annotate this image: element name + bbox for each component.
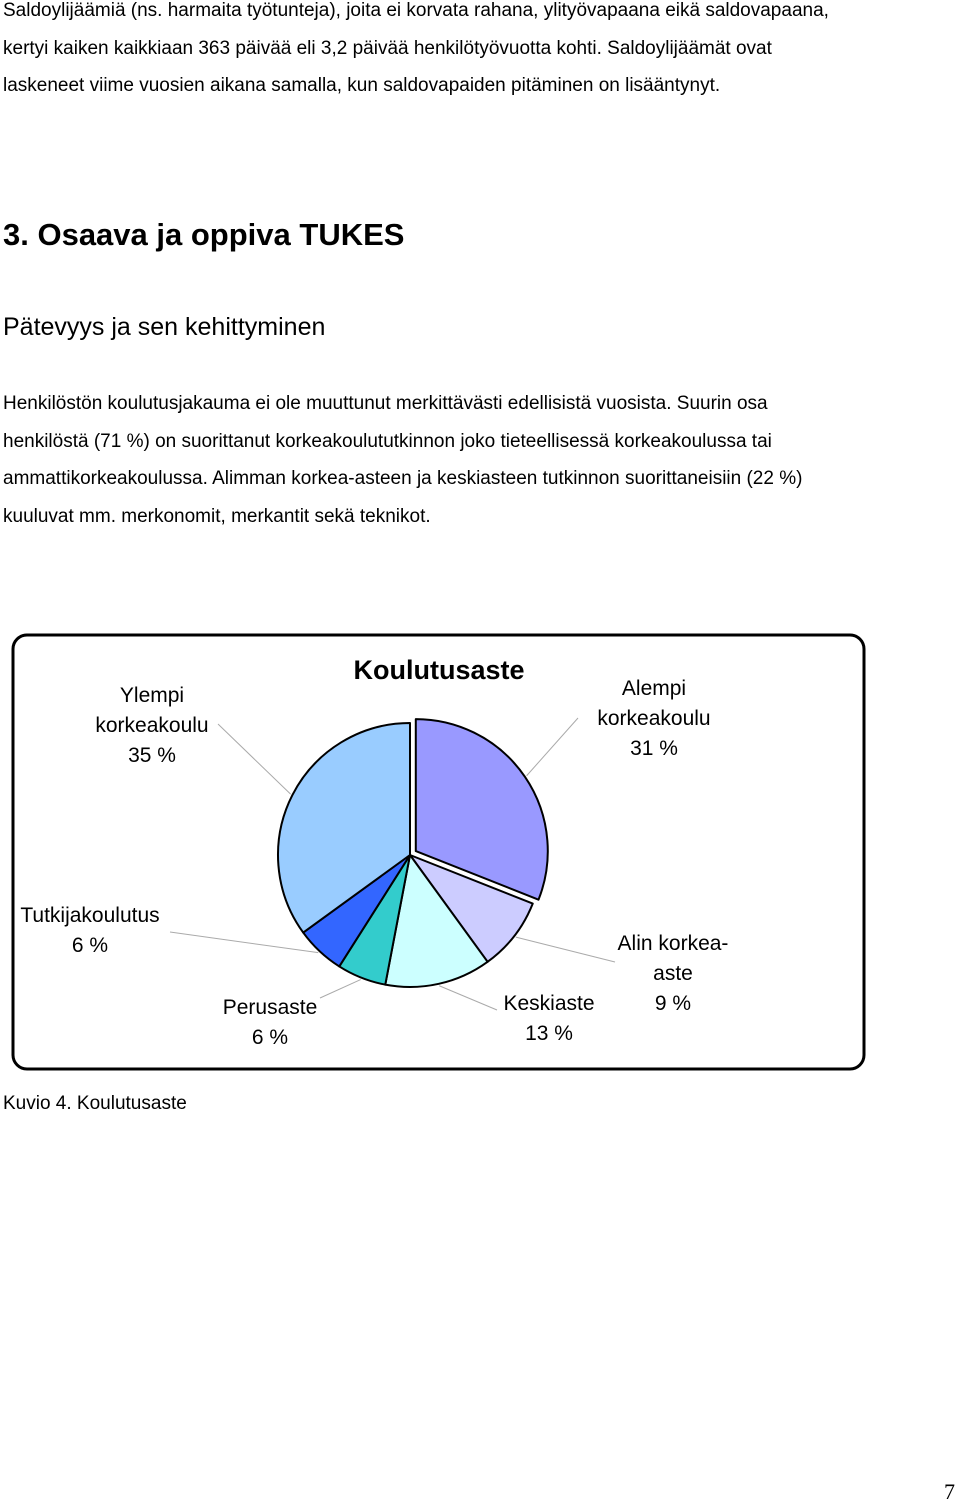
pie-slice-label-line: 13 % — [525, 1022, 573, 1045]
pie-slice-label-line: Alin korkea- — [617, 932, 729, 955]
education-pie-chart — [0, 620, 960, 1080]
pie-slice-label-line: 35 % — [128, 744, 176, 767]
page-number: 7 — [944, 1479, 955, 1504]
chart-title: Koulutusaste — [353, 655, 525, 685]
pie-slice-label-line: Tutkijakoulutus — [20, 904, 160, 927]
body-line: ammattikorkeakoulussa. Alimman korkea-asteen ja keskiasteen tutkinnon suorittaneisiin (22 %) — [3, 468, 803, 489]
pie-slice-label-line: Alempi — [621, 677, 687, 700]
body-line: kuuluvat mm. merkonomit, merkantit sekä teknikot. — [3, 505, 431, 527]
pie-slice-label-line: Keskiaste — [503, 992, 595, 1015]
body-line: Henkilöstön koulutusjakauma ei ole muuttunut merkittävästi edellisistä vuosista. Suurin osa — [3, 393, 768, 414]
body-paragraph — [3, 385, 953, 535]
pie-slice-label-line: korkeakoulu — [597, 707, 711, 730]
pie-slice-label-line: Ylempi — [119, 684, 185, 707]
pie-slice-label-line: aste — [653, 962, 693, 985]
pie-slice-label-line: 9 % — [654, 992, 692, 1015]
intro-line: kertyi kaiken kaikkiaan 363 päivää eli 3,2 päivää henkilötyövuotta kohti. Saldoylijäämät ovat — [3, 37, 772, 59]
section-heading: 3. Osaava ja oppiva TUKES — [3, 217, 405, 252]
pie-slice-label-line: 6 % — [251, 1026, 289, 1049]
figure-caption: Kuvio 4. Koulutusaste — [3, 1093, 187, 1114]
pie-slice-label-line: 6 % — [71, 934, 109, 957]
intro-paragraph — [3, 0, 953, 105]
subheading: Pätevyys ja sen kehittyminen — [3, 313, 326, 341]
body-line: henkilöstä (71 %) on suorittanut korkeakoulututkinnon joko tieteellisessä korkeakoulussa tai — [3, 430, 772, 452]
pie-slice-label-line: korkeakoulu — [95, 714, 209, 737]
intro-line: Saldoylijäämiä (ns. harmaita työtunteja), joita ei korvata rahana, ylityövapaana eikä saldovapaana, — [3, 0, 829, 21]
intro-line: laskeneet viime vuosien aikana samalla, kun saldovapaiden pitäminen on lisääntynyt. — [3, 75, 721, 96]
pie-slice-label-line: 31 % — [630, 737, 678, 760]
pie-slice-label-line: Perusaste — [222, 996, 318, 1019]
